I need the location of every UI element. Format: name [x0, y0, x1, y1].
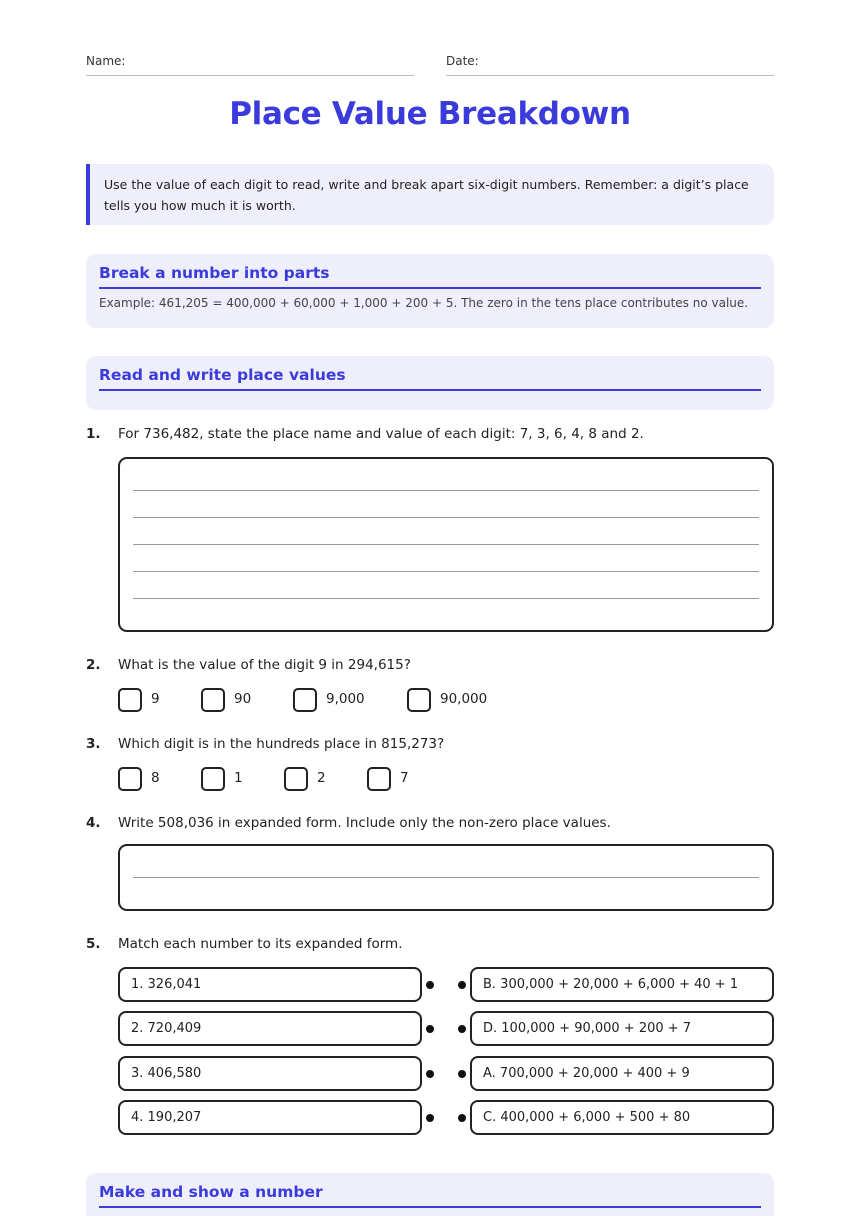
match-dot[interactable]	[426, 1025, 434, 1033]
section-heading: Read and write place values	[99, 366, 761, 391]
option-label: 9	[151, 691, 160, 707]
question-number: 3.	[86, 736, 101, 752]
question-text: What is the value of the digit 9 in 294,615?	[118, 657, 411, 673]
name-label: Name:	[86, 54, 126, 68]
match-right-item[interactable]: A. 700,000 + 20,000 + 400 + 9	[470, 1056, 774, 1091]
option-label: 8	[151, 770, 160, 786]
checkbox-icon[interactable]	[284, 767, 308, 791]
match-dot[interactable]	[458, 1070, 466, 1078]
section-example: Example: 461,205 = 400,000 + 60,000 + 1,000 + 200 + 5. The zero in the tens place contributes no value.	[99, 296, 749, 310]
match-left-item[interactable]: 4. 190,207	[118, 1100, 422, 1135]
question-number: 5.	[86, 936, 101, 952]
answer-box-4[interactable]	[118, 844, 774, 911]
option-label: 90	[234, 691, 252, 707]
date-field[interactable]	[446, 54, 774, 76]
match-dot[interactable]	[458, 981, 466, 989]
option-label: 7	[400, 770, 409, 786]
checkbox-icon[interactable]	[118, 767, 142, 791]
question-text: Write 508,036 in expanded form. Include only the non-zero place values.	[118, 815, 611, 831]
question-number: 4.	[86, 815, 101, 831]
match-dot[interactable]	[458, 1114, 466, 1122]
option-label: 9,000	[326, 691, 365, 707]
checkbox-icon[interactable]	[201, 688, 225, 712]
answer-line	[133, 517, 759, 518]
option-label: 1	[234, 770, 243, 786]
answer-line	[133, 544, 759, 545]
question-text: For 736,482, state the place name and value of each digit: 7, 3, 6, 4, 8 and 2.	[118, 426, 644, 442]
question-number: 1.	[86, 426, 101, 442]
match-right-item[interactable]: D. 100,000 + 90,000 + 200 + 7	[470, 1011, 774, 1046]
match-dot[interactable]	[458, 1025, 466, 1033]
checkbox-icon[interactable]	[367, 767, 391, 791]
answer-box-1[interactable]	[118, 457, 774, 632]
match-right-item[interactable]: B. 300,000 + 20,000 + 6,000 + 40 + 1	[470, 967, 774, 1002]
section-heading: Break a number into parts	[99, 264, 761, 289]
name-field[interactable]	[86, 54, 414, 76]
intro-callout: Use the value of each digit to read, write and break apart six-digit numbers. Remember: a digit’s place tells you how much it is worth.	[86, 164, 774, 225]
section-break-number	[86, 254, 774, 328]
date-label: Date:	[446, 54, 479, 68]
question-number: 2.	[86, 657, 101, 673]
match-dot[interactable]	[426, 1114, 434, 1122]
question-text: Match each number to its expanded form.	[118, 936, 403, 952]
answer-line	[133, 598, 759, 599]
match-right-item[interactable]: C. 400,000 + 6,000 + 500 + 80	[470, 1100, 774, 1135]
match-dot[interactable]	[426, 1070, 434, 1078]
answer-line	[133, 490, 759, 491]
section-read-write	[86, 356, 774, 410]
option-label: 2	[317, 770, 326, 786]
checkbox-icon[interactable]	[293, 688, 317, 712]
answer-line	[133, 877, 759, 878]
section-make-show	[86, 1173, 774, 1216]
checkbox-icon[interactable]	[407, 688, 431, 712]
match-left-item[interactable]: 1. 326,041	[118, 967, 422, 1002]
option-label: 90,000	[440, 691, 488, 707]
page-title: Place Value Breakdown	[229, 96, 631, 132]
name-date-row	[86, 54, 774, 76]
match-left-item[interactable]: 3. 406,580	[118, 1056, 422, 1091]
answer-line	[133, 571, 759, 572]
match-dot[interactable]	[426, 981, 434, 989]
checkbox-icon[interactable]	[118, 688, 142, 712]
section-heading: Make and show a number	[99, 1183, 761, 1208]
match-left-item[interactable]: 2. 720,409	[118, 1011, 422, 1046]
checkbox-icon[interactable]	[201, 767, 225, 791]
question-text: Which digit is in the hundreds place in 815,273?	[118, 736, 445, 752]
